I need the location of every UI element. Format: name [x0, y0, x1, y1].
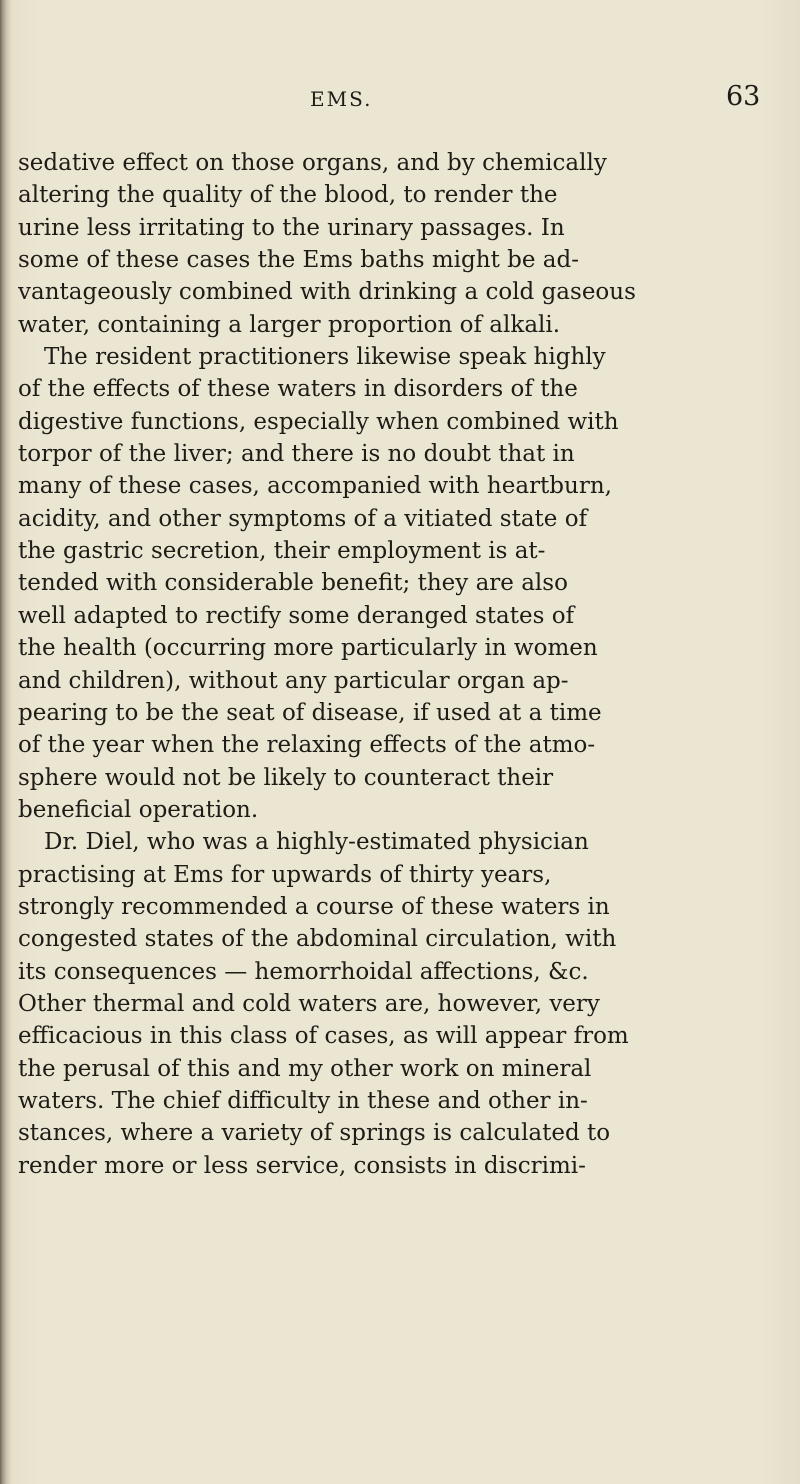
text-line: practising at Ems for upwards of thirty years,: [18, 861, 552, 888]
text-line: Other thermal and cold waters are, however, very: [18, 990, 600, 1017]
paragraph-start-line: Dr. Diel, who was a highly-estimated physician: [44, 829, 589, 856]
text-line: of the year when the relaxing effects of the atmo-: [18, 732, 596, 759]
page-gutter-edge: [0, 0, 12, 1484]
paragraph-start-line: The resident practitioners likewise speak highly: [44, 344, 606, 371]
text-line: render more or less service, consists in discrimi-: [18, 1152, 586, 1179]
text-line: sphere would not be likely to counteract their: [18, 764, 554, 791]
text-line: tended with considerable benefit; they are also: [18, 570, 568, 597]
text-line: pearing to be the seat of disease, if used at a time: [18, 699, 602, 726]
text-line: vantageously combined with drinking a cold gaseous: [18, 279, 636, 306]
body-text: [18, 147, 783, 1182]
text-line: stances, where a variety of springs is calculated to: [18, 1120, 611, 1147]
text-line: sedative effect on those organs, and by chemically: [18, 150, 607, 176]
text-line: water, containing a larger proportion of alkali.: [18, 311, 561, 338]
text-line: acidity, and other symptoms of a vitiated state of: [18, 505, 588, 532]
text-line: the gastric secretion, their employment is at-: [18, 538, 546, 565]
text-line: the perusal of this and my other work on mineral: [18, 1055, 592, 1082]
text-line: altering the quality of the blood, to render the: [18, 182, 558, 209]
running-header: [0, 81, 800, 111]
text-line: strongly recommended a course of these waters in: [18, 893, 610, 920]
text-line: beneficial operation.: [18, 796, 259, 823]
text-line: its consequences — hemorrhoidal affections, &c.: [18, 958, 589, 985]
text-line: efficacious in this class of cases, as will appear from: [18, 1023, 629, 1050]
text-line: torpor of the liver; and there is no doubt that in: [18, 441, 575, 468]
text-line: the health (occurring more particularly in women: [18, 635, 598, 662]
running-title: EMS.: [310, 87, 373, 111]
text-line: waters. The chief difficulty in these and other in-: [18, 1087, 588, 1114]
text-line: of the effects of these waters in disorders of the: [18, 376, 578, 403]
text-line: well adapted to rectify some deranged states of: [18, 602, 575, 629]
text-line: digestive functions, especially when combined with: [18, 408, 619, 435]
text-line: many of these cases, accompanied with heartburn,: [18, 473, 612, 500]
text-line: urine less irritating to the urinary passages. In: [18, 214, 565, 241]
page-number: 63: [726, 81, 761, 112]
text-line: congested states of the abdominal circulation, with: [18, 926, 617, 953]
text-line: some of these cases the Ems baths might be ad-: [18, 247, 579, 274]
text-line: and children), without any particular organ ap-: [18, 667, 569, 694]
